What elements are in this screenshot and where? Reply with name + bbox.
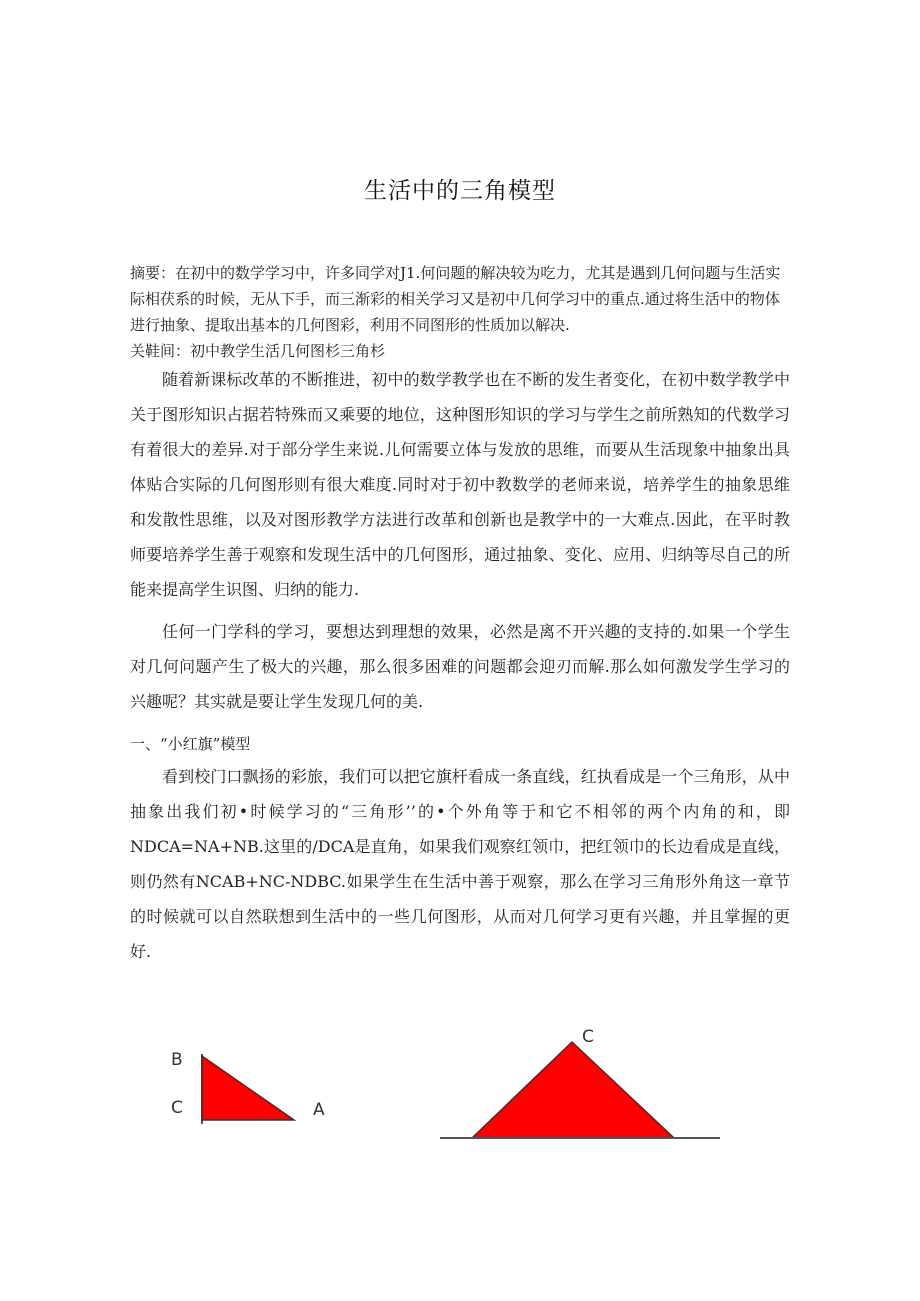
abstract-text: 摘要：在初中的数学学习中，许多同学对J1.何问题的解决较为吃力，尤其是遇到几何问题与生活实际相茯系的时候，无从下手，而三渐彩的相关学习又是初中几何学习中的重点.通过将生活中的物体进行抽象、提取出基本的几何图彩，利用不同图形的性质加以解决. xyxy=(130,264,781,334)
section-heading: 一、“小红旗”模型 xyxy=(130,735,251,753)
label-b: B xyxy=(171,1050,183,1070)
right-red-triangle xyxy=(472,1042,674,1138)
right-triangle-figure xyxy=(438,1038,728,1142)
abstract xyxy=(130,260,790,364)
left-triangle-figure xyxy=(190,1050,310,1130)
left-red-triangle xyxy=(202,1056,294,1120)
section-paragraph: 看到校门口飘扬的彩旅，我们可以把它旗杆看成一条直线，红执看成是一个三角形，从中抽象出我们初•时候学习的“三角形’’的•个外角等于和它不相邻的两个内角的和，即NDCA=NA+NB.这里的/DCA是直角，如果我们观察红领巾，把红领巾的长边看成是直线，则仍然有NCAB+NC-NDBC.如果学生在生活中善于观察，那么在学习三角形外角这一章节的时候就可以自然联想到生活中的一些几何图形，从而对几何学习更有兴趣，并且掌握的更好. xyxy=(130,767,790,961)
page-title: 生活中的三角模型 xyxy=(364,178,556,204)
paragraph-1: 随着新课标改革的不断推进，初中的数学教学也在不断的发生者变化，在初中数学教学中关于图形知识占据若特殊而又乘要的地位，这种图形知识的学习与学生之前所熟知的代数学习有着很大的差异.对于部分学生来说.儿何需要立体与发放的思维，而要从生活现象中抽象出具体贴合实际的几何图形则有很大难度.同时对于初中教数学的老师来说，培养学生的抽象思维和发散性思维，以及对图形教学方法进行改革和创新也是教学中的一大难点.因此，在平时教师要培养学生善于观察和发现生活中的几何图形，通过抽象、变化、应用、归纳等尽自己的所能来提高学生识图、归纳的能力. xyxy=(130,370,790,599)
label-a: A xyxy=(313,1100,325,1120)
keywords: 关鞋间：初中教学生活几何图杉三角杉 xyxy=(130,342,386,360)
label-c-right: C xyxy=(582,1027,594,1047)
paragraph-2: 任何一门学科的学习，要想达到理想的效果，必然是离不开兴趣的支持的.如果一个学生对几何问题产生了极大的兴趣，那么很多困难的问题都会迎刃而解.那么如何激发学生学习的兴趣呢？其实就是要让学生发现几何的美. xyxy=(130,622,790,711)
label-c-left: C xyxy=(171,1098,183,1118)
